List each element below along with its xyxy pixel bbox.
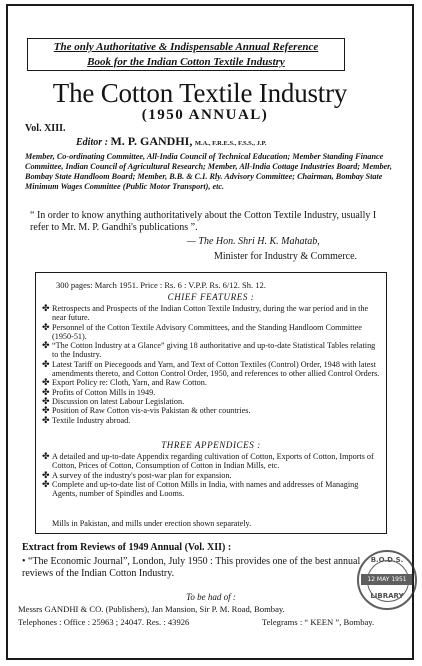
bullet-icon: ✤ xyxy=(42,340,50,351)
editor-name: M. P. GANDHI, xyxy=(110,134,193,148)
appendices-heading: THREE APPENDICES : xyxy=(161,440,261,450)
editor-line xyxy=(76,134,267,149)
feature-item xyxy=(42,323,382,342)
publisher-address: Messrs GANDHI & CO. (Publishers), Jan Mansion, Sir P. M. Road, Bombay. xyxy=(18,604,285,614)
feature-item xyxy=(42,406,382,415)
stamp-date: 12 MAY 1951 xyxy=(361,574,413,585)
feature-item xyxy=(42,388,382,397)
bullet-icon: ✤ xyxy=(42,451,50,461)
header-line-1: The only Authoritative & Indispensable Annual Reference xyxy=(53,41,319,53)
appendix-item xyxy=(42,452,382,471)
feature-item-text: Textile Industry abroad. xyxy=(52,415,131,425)
availability-heading: To be had of : xyxy=(186,592,236,602)
feature-item xyxy=(42,416,382,425)
bullet-icon: ✤ xyxy=(42,478,50,489)
appendices-list xyxy=(42,452,382,498)
header-banner xyxy=(27,38,345,71)
book-title: The Cotton Textile Industry xyxy=(52,78,348,108)
bullet-icon: ✤ xyxy=(42,414,50,425)
telephone-numbers: Telephones : Office : 25963 ; 24047. Res. : 43926 xyxy=(18,617,190,627)
chief-features-heading: CHIEF FEATURES : xyxy=(167,292,255,302)
feature-item-text: Personnel of the Cotton Textile Advisory Committees, and the Standing Handloom Committee (1950-51). xyxy=(52,322,362,341)
price-line: 300 pages: March 1951. Price : Rs. 6 : V.P.P. Rs. 6/12. Sh. 12. xyxy=(56,280,266,290)
feature-item xyxy=(42,397,382,406)
feature-item-text: Position of Raw Cotton vis-a-vis Pakistan & other countries. xyxy=(52,406,251,416)
appendix-item-text: Complete and up-to-date list of Cotton Mills in India, with names and addresses of Managing Agents, number of Spindles and Looms. xyxy=(52,479,359,499)
bullet-icon: ✤ xyxy=(42,386,50,397)
feature-item xyxy=(42,360,382,379)
header-line-2: Book for the Indian Cotton Textile Industry xyxy=(87,56,285,68)
quote-author-role: Minister for Industry & Commerce. xyxy=(214,251,358,262)
feature-item xyxy=(42,378,382,387)
stamp-bottom-text: LIBRARY xyxy=(370,592,404,600)
chief-features-list xyxy=(42,304,382,425)
bullet-icon: ✤ xyxy=(42,358,50,369)
bullet-icon: ✤ xyxy=(42,395,50,406)
pakistan-mills-note: Mills in Pakistan, and mills under erection shown separately. xyxy=(52,519,252,528)
feature-item xyxy=(42,304,382,323)
appendix-item-text: A survey of the industry's post-war plan for expansion. xyxy=(52,470,232,480)
editor-qualifications: M.A., F.R.E.S., F.S.S., J.P. xyxy=(194,140,267,147)
feature-item-text: Profits of Cotton Mills in 1949. xyxy=(52,387,156,397)
editor-label: Editor : xyxy=(76,137,108,148)
review-extract: • “The Economic Journal”, London, July 1950 : This provides one of the best annual reviews of the Indian Cotton Industry. xyxy=(22,556,361,579)
endorsement-quote: “ In order to know anything authoritatively about the Cotton Textile Industry, usually I refer to Mr. M. P. Gandhi's publications ”. xyxy=(30,210,377,233)
reviews-heading: Extract from Reviews of 1949 Annual (Vol. XII) : xyxy=(22,542,232,553)
bullet-icon: ✤ xyxy=(42,405,50,416)
bullet-icon: ✤ xyxy=(42,377,50,388)
appendix-item-text: A detailed and up-to-date Appendix regarding cultivation of Cotton, Exports of Cotton, Imports of Cotton, Prices of Cotton, Consumption of Cotton in Indian Mills, etc. xyxy=(52,452,374,471)
quote-author: — The Hon. Shri H. K. Mahatab, xyxy=(187,236,320,247)
bullet-icon: ✤ xyxy=(42,469,50,480)
bullet-icon: ✤ xyxy=(42,321,50,332)
appendix-item xyxy=(42,471,382,480)
feature-item xyxy=(42,341,382,360)
volume-number: Vol. XIII. xyxy=(25,123,66,134)
bullet-icon: ✤ xyxy=(42,303,50,313)
feature-item-text: Latest Tariff on Piecegoods and Yarn, and Text of Cotton Textiles (Control) Order, 1948 with latest amendments thereto, and Cotton Control Order, 1950, and references to other allied Control Orders. xyxy=(52,359,380,379)
stamp-top-text: B.O.D.S. xyxy=(370,556,404,564)
feature-item-text: Discussion on latest Labour Legislation. xyxy=(52,396,185,406)
telegram-address: Telegrams : “ KEEN ”, Bombay. xyxy=(262,617,375,627)
feature-item-text: “The Cotton Industry at a Glance” giving 18 authoritative and up-to-date Statistical Tables relating to the Industry. xyxy=(52,341,376,360)
book-subtitle: (1950 ANNUAL) xyxy=(141,107,269,123)
feature-item-text: Retrospects and Prospects of the Indian Cotton Textile Industry, during the war period and in the near future. xyxy=(52,304,369,323)
editor-memberships: Member, Co-ordinating Committee, All-India Council of Technical Education; Member Standing Finance Committee, Indian Council of Agricultural Research; Member, All-India Cottage Industries Board; Member, Bombay State Handloom Board; Member, B.B. & C.I. Rly. Advisory Committee; Chairman, Bombay State Minimum Wages Committee (Public Motor Transport), etc. xyxy=(25,152,392,191)
feature-item-text: Export Policy re: Cloth, Yarn, and Raw Cotton. xyxy=(52,378,207,388)
appendix-item xyxy=(42,480,382,499)
